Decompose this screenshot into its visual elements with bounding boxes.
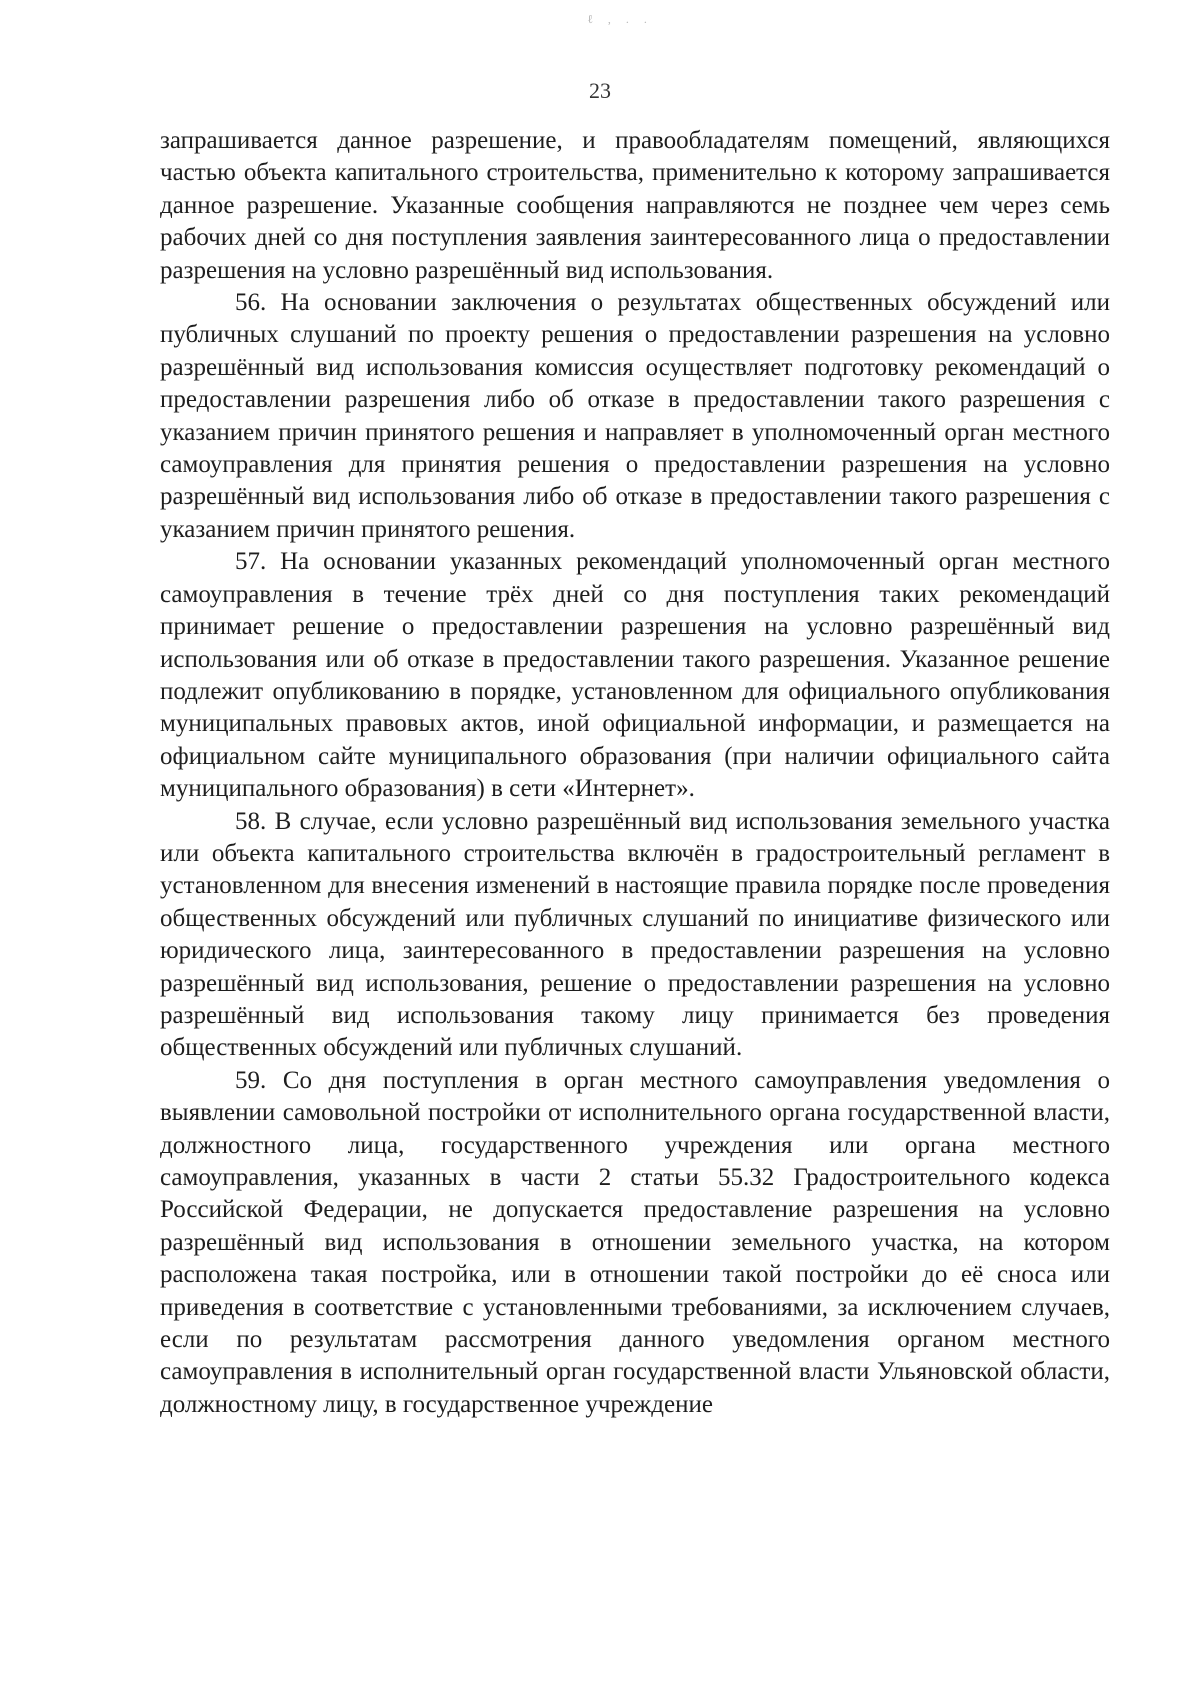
paragraph-58: 58. В случае, если условно разрешённый вид использования земельного участка или объекта капитального строительства включён в градостроительный регламент в установленном для внесения изменений в настоящие правила порядке после проведения общественных обсуждений или публичных слушаний по инициативе физического или юридического лица, заинтересованного в предоставлении разрешения на условно разрешённый вид использования, решение о предоставлении разрешения на условно разрешённый вид использования такому лицу принимается без проведения общественных обсуждений или публичных слушаний. bbox=[160, 807, 1110, 1062]
page-number: 23 bbox=[589, 78, 611, 103]
paragraph-59: 59. Со дня поступления в орган местного самоуправления уведомления о выявлении самовольной постройки от исполнительного органа государственной власти, должностного лица, государственного учреждения или органа местного самоуправления, указанных в части 2 статьи 55.32 Градостроительного кодекса Российской Федерации, не допускается предоставление разрешения на условно разрешённый вид использования в отношении земельного участка, на котором расположена такая постройка, или в отношении такой постройки до её сноса или приведения в соответствие с установленными требованиями, за исключением случаев, если по результатам рассмотрения данного уведомления органом местного самоуправления в исполнительный орган государственной власти Ульяновской области, должностному лицу, в государственное учреждение bbox=[160, 1066, 1110, 1418]
paragraph-57: 57. На основании указанных рекомендаций уполномоченный орган местного самоуправления в течение трёх дней со дня поступления таких рекомендаций принимает решение о предоставлении разрешения на условно разрешённый вид использования или об отказе в предоставлении такого разрешения. Указанное решение подлежит опубликованию в порядке, установленном для официального опубликования муниципальных правовых актов, иной официальной информации, и размещается на официальном сайте муниципального образования (при наличии официального сайта муниципального образования) в сети «Интернет». bbox=[160, 548, 1110, 803]
document-body bbox=[160, 125, 1110, 1421]
paragraph-continuation: запрашивается данное разрешение, и правообладателям помещений, являющихся частью объекта капитального строительства, применительно к которому запрашивается данное разрешение. Указанные сообщения направляются не позднее чем через семь рабочих дней со дня поступления заявления заинтересованного лица о предоставлении разрешения на условно разрешённый вид использования. bbox=[160, 127, 1110, 284]
paragraph-56: 56. На основании заключения о результатах общественных обсуждений или публичных слушаний по проекту решения о предоставлении разрешения на условно разрешённый вид использования комиссия осуществляет подготовку рекомендаций о предоставлении разрешения либо об отказе в предоставлении такого разрешения с указанием причин принятого решения и направляет в уполномоченный орган местного самоуправления для принятия решения о предоставлении разрешения на условно разрешённый вид использования либо об отказе в предоставлении такого разрешения с указанием причин принятого решения. bbox=[160, 289, 1110, 543]
scan-artifact: ℓ , . . bbox=[587, 12, 653, 26]
